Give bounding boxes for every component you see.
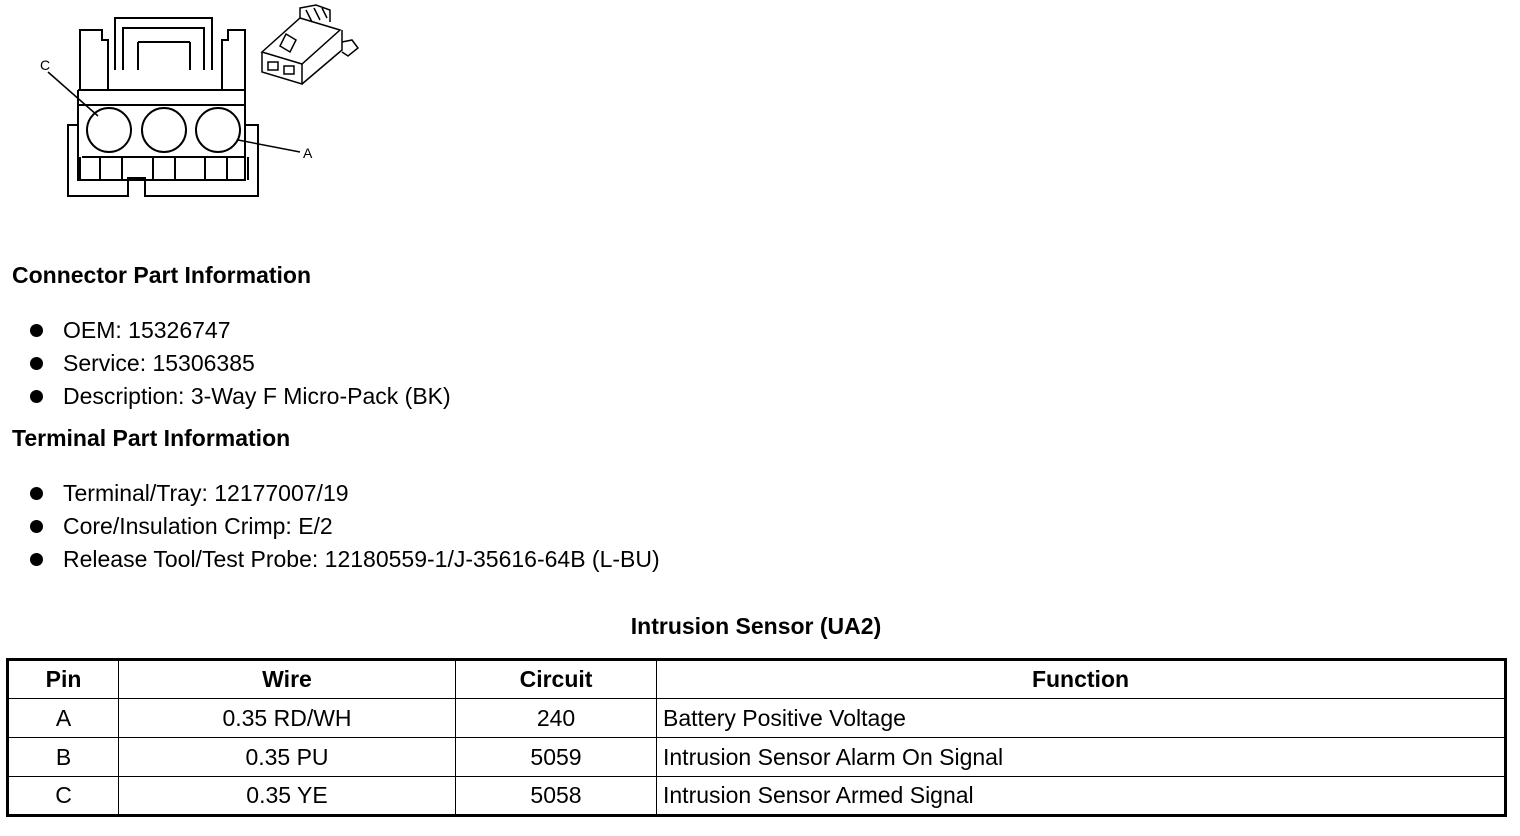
list-item: Terminal/Tray: 12177007/19	[28, 477, 660, 510]
cell-function: Intrusion Sensor Armed Signal	[657, 777, 1506, 816]
table-row	[8, 738, 1506, 777]
cavity-a	[196, 108, 240, 152]
header-function: Function	[657, 660, 1506, 699]
bullet-icon	[30, 390, 43, 403]
cell-function: Intrusion Sensor Alarm On Signal	[657, 738, 1506, 777]
connector-illustration	[0, 0, 380, 210]
bullet-icon	[30, 553, 43, 566]
header-wire: Wire	[119, 660, 456, 699]
bullet-icon	[30, 520, 43, 533]
bullet-icon	[30, 487, 43, 500]
pin-table	[6, 658, 1507, 817]
table-row	[8, 699, 1506, 738]
list-item: Description: 3-Way F Micro-Pack (BK)	[28, 380, 451, 413]
cell-circuit: 5059	[456, 738, 657, 777]
terminal-part-info-list	[28, 477, 660, 576]
header-pin: Pin	[8, 660, 119, 699]
table-row	[8, 777, 1506, 816]
connector-part-info-heading: Connector Part Information	[12, 262, 312, 288]
pin-table-title: Intrusion Sensor (UA2)	[630, 613, 882, 639]
cell-function: Battery Positive Voltage	[657, 699, 1506, 738]
callout-a: A	[303, 145, 313, 161]
cell-circuit: 5058	[456, 777, 657, 816]
table-header-row	[8, 660, 1506, 699]
cell-pin: A	[8, 699, 119, 738]
list-item: Release Tool/Test Probe: 12180559-1/J-35616-64B (L-BU)	[28, 543, 660, 576]
connector-part-info-list	[28, 314, 451, 413]
header-circuit: Circuit	[456, 660, 657, 699]
bullet-icon	[30, 357, 43, 370]
list-item: Core/Insulation Crimp: E/2	[28, 510, 660, 543]
cell-wire: 0.35 PU	[119, 738, 456, 777]
callout-c: C	[40, 57, 51, 73]
cell-wire: 0.35 RD/WH	[119, 699, 456, 738]
list-item: Service: 15306385	[28, 347, 451, 380]
cell-circuit: 240	[456, 699, 657, 738]
cavity-b	[142, 108, 186, 152]
connector-iso-icon	[262, 5, 358, 84]
list-item: OEM: 15326747	[28, 314, 451, 347]
cell-pin: B	[8, 738, 119, 777]
terminal-part-info-heading: Terminal Part Information	[12, 425, 291, 451]
cavity-c	[87, 108, 131, 152]
cell-wire: 0.35 YE	[119, 777, 456, 816]
bullet-icon	[30, 324, 43, 337]
cell-pin: C	[8, 777, 119, 816]
connector-face-diagram	[0, 0, 380, 210]
